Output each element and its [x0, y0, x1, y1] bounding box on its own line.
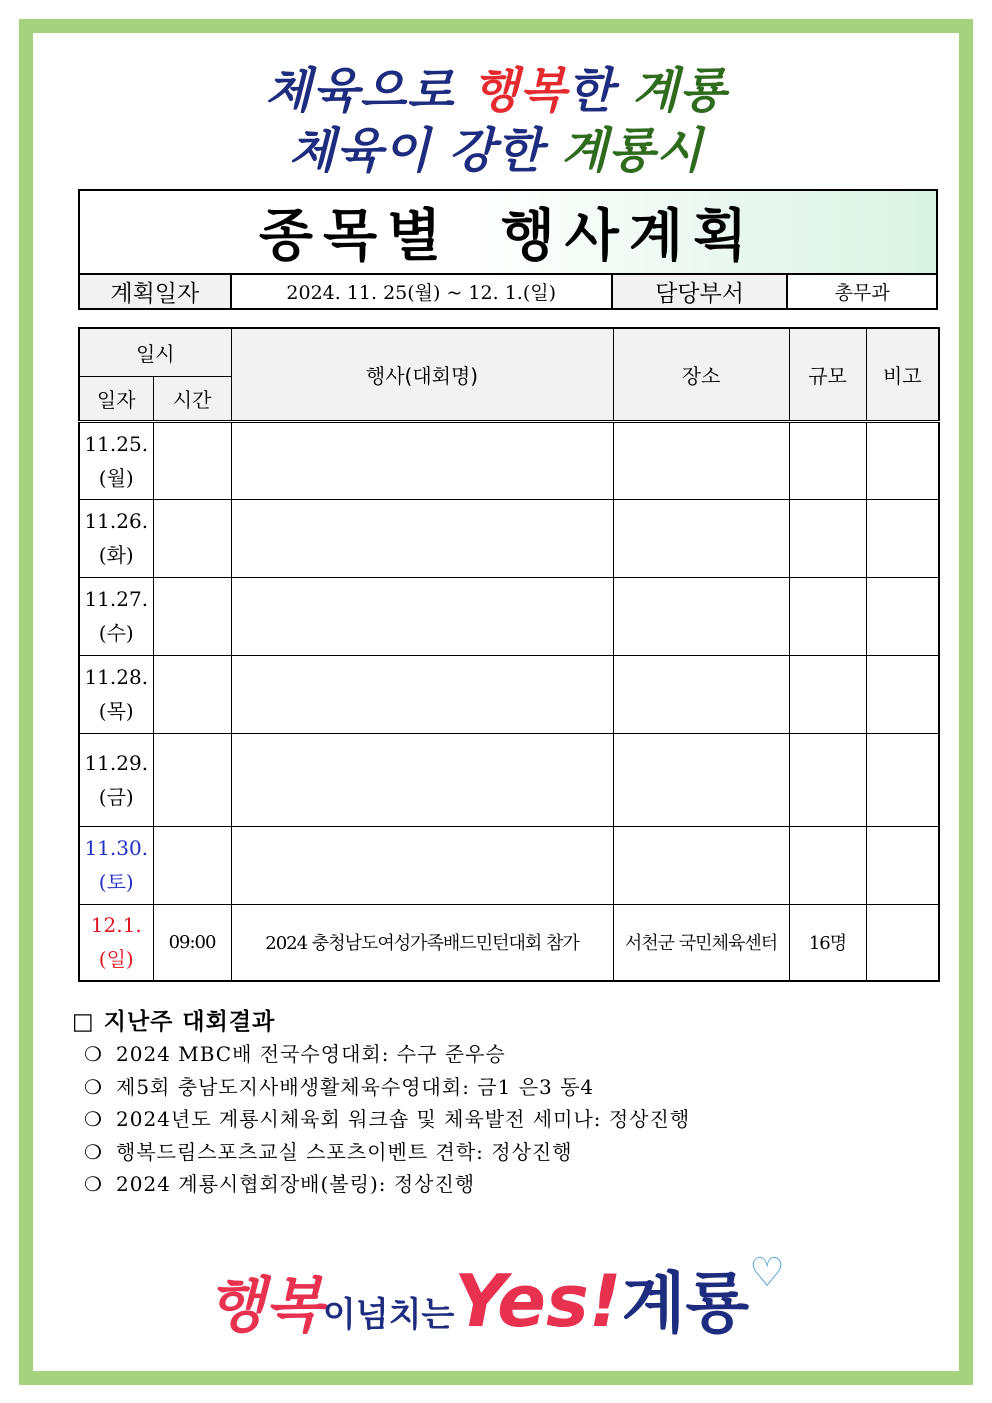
result-text: 행복드림스포츠교실 스포츠이벤트 견학: 정상진행: [116, 1139, 573, 1164]
place-cell: [613, 421, 789, 499]
list-item: [84, 1105, 690, 1138]
event-cell: [231, 577, 613, 655]
footer-yes: Yes!: [454, 1259, 622, 1343]
table-row: [79, 826, 939, 904]
day-text: (화): [98, 543, 134, 567]
scale-cell: [789, 655, 866, 733]
result-text: 2024 MBC배 전국수영대회: 수구 준우승: [116, 1042, 506, 1066]
time-cell: [153, 577, 231, 655]
event-cell: [231, 655, 613, 733]
place-cell: [613, 577, 789, 655]
day-text: (금): [98, 784, 134, 809]
list-item: [84, 1138, 690, 1171]
plan-date-value: 2024. 11. 25(월) ~ 12. 1.(일): [231, 274, 612, 309]
slogan-part: 계룡시: [561, 123, 704, 179]
slogan-part: 계룡: [632, 63, 727, 119]
slogan-part: 행복: [472, 63, 568, 119]
scale-cell: [789, 733, 866, 826]
table-row: [79, 733, 939, 826]
header-event: 행사(대회명): [231, 328, 613, 421]
bullet-icon: ❍: [84, 1172, 103, 1196]
place-cell: [613, 655, 789, 733]
slogan-line-1: [0, 52, 992, 121]
table-row: [79, 655, 939, 733]
footer-happiness: 행복: [206, 1271, 323, 1341]
time-cell: [153, 499, 231, 577]
results-list: [84, 1040, 690, 1203]
note-cell: [866, 421, 939, 499]
header-date: 일자: [79, 376, 153, 421]
date-cell: [79, 421, 153, 499]
day-text: (수): [98, 621, 134, 645]
header-scale: 규모: [789, 328, 866, 421]
result-text: 제5회 충남도지사배생활체육수영대회: 금1 은3 동4: [116, 1074, 595, 1099]
bullet-icon: ❍: [84, 1107, 103, 1131]
time-cell: [153, 826, 231, 904]
event-cell: [231, 826, 613, 904]
slogan-line-2: [0, 112, 992, 181]
list-item: [84, 1170, 690, 1203]
title-box: [78, 189, 938, 273]
list-item: [84, 1073, 690, 1106]
schedule-table: [78, 327, 940, 982]
time-cell: [153, 655, 231, 733]
place-cell: [613, 733, 789, 826]
date-text: 11.25.: [84, 431, 149, 456]
page-title: 종목별 행사계획: [258, 204, 758, 269]
date-text: 12.1.: [90, 913, 142, 938]
place-cell: [613, 499, 789, 577]
event-cell: [231, 733, 613, 826]
date-text: 11.27.: [84, 587, 149, 611]
day-text: (토): [98, 870, 134, 894]
results-title: □ 지난주 대회결과: [72, 1009, 276, 1035]
footer-gyeryong: 계룡: [621, 1265, 750, 1342]
bullet-icon: ❍: [84, 1074, 103, 1099]
footer-overflowing: 이넘치는: [322, 1295, 455, 1335]
header-datetime: 일시: [79, 328, 231, 376]
table-row: [79, 904, 939, 981]
event-cell: [231, 421, 613, 499]
slogan-part: 체육이 강한: [288, 123, 562, 179]
heart-icon: ♡: [749, 1250, 786, 1296]
result-text: 2024 계룡시협회장배(볼링): 정상진행: [116, 1172, 476, 1196]
table-row: [79, 421, 939, 499]
footer-logo: [0, 1250, 992, 1345]
day-text: (월): [98, 465, 134, 490]
place-cell: [613, 826, 789, 904]
info-table: [78, 273, 938, 310]
event-cell: [231, 499, 613, 577]
scale-cell: [789, 577, 866, 655]
dept-value: 총무과: [787, 274, 937, 309]
slogan-part: 체육으로: [265, 63, 473, 119]
date-text: 11.30.: [84, 836, 149, 860]
note-cell: [866, 577, 939, 655]
bullet-icon: ❍: [84, 1042, 103, 1066]
date-cell: [79, 499, 153, 577]
event-cell: 2024 충청남도여성가족배드민턴대회 참가: [231, 904, 613, 981]
day-text: (목): [98, 699, 134, 723]
date-cell: [79, 904, 153, 981]
header-place: 장소: [613, 328, 789, 421]
plan-date-label: 계획일자: [79, 274, 231, 309]
scale-cell: [789, 826, 866, 904]
scale-cell: 16명: [789, 904, 866, 981]
date-text: 11.29.: [84, 750, 149, 775]
place-cell: 서천군 국민체육센터: [613, 904, 789, 981]
time-cell: [153, 421, 231, 499]
date-cell: [79, 577, 153, 655]
header-time: 시간: [153, 376, 231, 421]
scale-cell: [789, 499, 866, 577]
note-cell: [866, 904, 939, 981]
list-item: [84, 1040, 690, 1073]
scale-cell: [789, 421, 866, 499]
day-text: (일): [98, 947, 134, 972]
bullet-icon: ❍: [84, 1139, 103, 1164]
date-text: 11.26.: [84, 509, 149, 533]
dept-label: 담당부서: [612, 274, 788, 309]
note-cell: [866, 826, 939, 904]
date-cell: [79, 733, 153, 826]
table-row: [79, 577, 939, 655]
result-text: 2024년도 계룡시체육회 워크숍 및 체육발전 세미나: 정상진행: [116, 1107, 691, 1131]
time-cell: [153, 733, 231, 826]
note-cell: [866, 499, 939, 577]
time-cell: 09:00: [153, 904, 231, 981]
date-cell: [79, 655, 153, 733]
note-cell: [866, 655, 939, 733]
slogan-part: 한: [567, 63, 633, 119]
table-row: [79, 499, 939, 577]
note-cell: [866, 733, 939, 826]
date-cell: [79, 826, 153, 904]
header-note: 비고: [866, 328, 939, 421]
date-text: 11.28.: [84, 665, 149, 689]
